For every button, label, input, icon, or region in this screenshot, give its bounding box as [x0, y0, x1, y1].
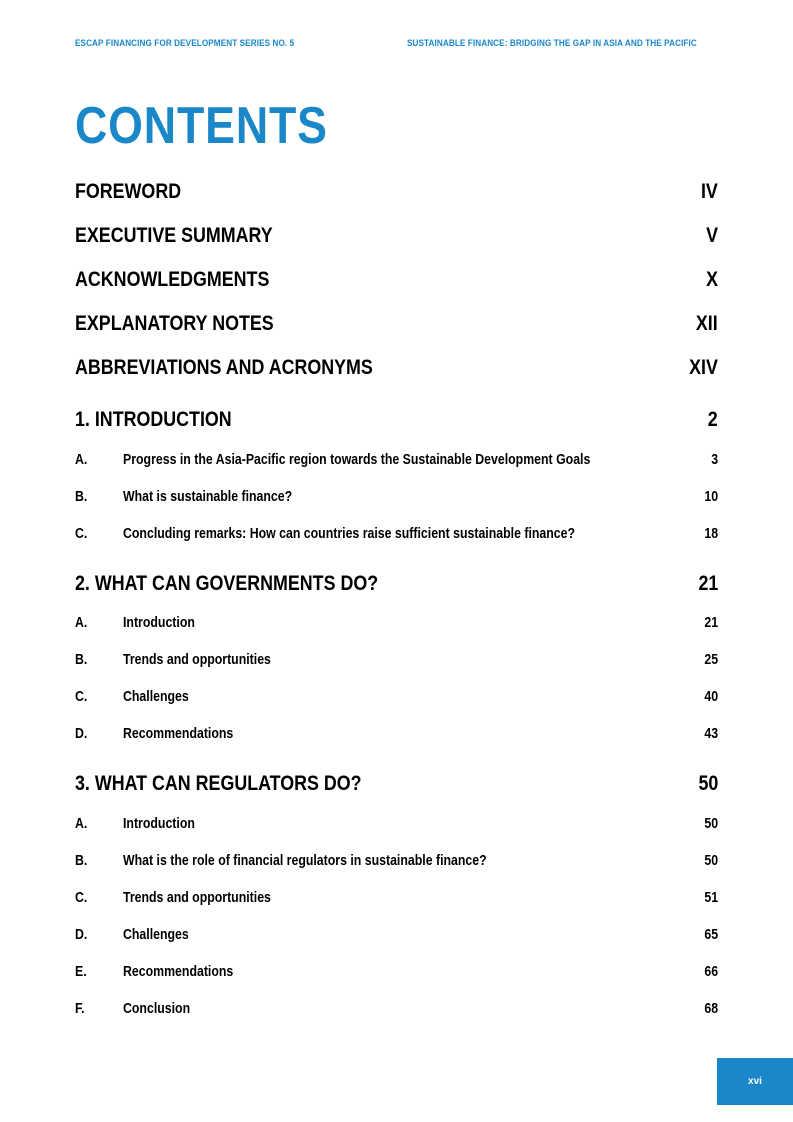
toc-section-page: 21 [704, 615, 718, 631]
toc-section[interactable] [75, 890, 718, 908]
toc-section-label: Trends and opportunities [123, 652, 271, 668]
toc-section-page: 40 [704, 689, 718, 705]
toc-section-label: What is the role of financial regulators in sustainable finance? [123, 853, 487, 869]
toc-chapter-label: 3. WHAT CAN REGULATORS DO? [75, 772, 362, 795]
toc-section-label: Recommendations [123, 726, 234, 742]
toc-section[interactable] [75, 526, 718, 544]
toc-section-letter: A. [75, 452, 88, 468]
toc-section-letter: B. [75, 489, 88, 505]
toc-entry-explanatory-notes[interactable] [75, 312, 718, 338]
running-header-title: SUSTAINABLE FINANCE: BRIDGING THE GAP IN ASIA AND THE PACIFIC [407, 38, 697, 49]
toc-section-letter: C. [75, 689, 88, 705]
toc-section[interactable] [75, 652, 718, 670]
toc-section-letter: E. [75, 964, 87, 980]
toc-section[interactable] [75, 816, 718, 834]
toc-section-letter: F. [75, 1001, 85, 1017]
toc-entry-page: XIV [689, 356, 718, 379]
toc-entry-foreword[interactable] [75, 180, 718, 206]
toc-chapter-3[interactable] [75, 772, 718, 798]
toc-section[interactable] [75, 726, 718, 744]
toc-section-page: 50 [704, 816, 718, 832]
toc-section-letter: B. [75, 853, 88, 869]
toc-section-label: Introduction [123, 816, 195, 832]
toc-section-label: What is sustainable finance? [123, 489, 293, 505]
toc-section-label: Concluding remarks: How can countries raise sufficient sustainable finance? [123, 526, 576, 542]
toc-entry-label: EXPLANATORY NOTES [75, 312, 274, 335]
toc-section-page: 68 [704, 1001, 718, 1017]
toc-section-letter: C. [75, 890, 88, 906]
toc-section[interactable] [75, 689, 718, 707]
toc-section-page: 50 [704, 853, 718, 869]
toc-section-letter: C. [75, 526, 88, 542]
page-title: CONTENTS [75, 97, 328, 155]
toc-section-page: 3 [711, 452, 718, 468]
running-header-series: ESCAP FINANCING FOR DEVELOPMENT SERIES NO. 5 [75, 38, 295, 49]
toc-entry-label: FOREWORD [75, 180, 182, 203]
toc-section-letter: A. [75, 816, 88, 832]
toc-entry-page: X [706, 268, 718, 291]
toc-section[interactable] [75, 927, 718, 945]
toc-section-page: 43 [704, 726, 718, 742]
toc-entry-executive-summary[interactable] [75, 224, 718, 250]
toc-section-page: 51 [704, 890, 718, 906]
page-number: xvi [748, 1076, 762, 1087]
toc-entry-abbreviations[interactable] [75, 356, 718, 382]
toc-chapter-page: 21 [698, 572, 718, 595]
toc-section-label: Progress in the Asia-Pacific region towards the Sustainable Development Goals [123, 452, 591, 468]
toc-section-letter: D. [75, 726, 88, 742]
toc-entry-acknowledgments[interactable] [75, 268, 718, 294]
toc-chapter-page: 2 [708, 408, 718, 431]
toc-section-label: Recommendations [123, 964, 234, 980]
toc-entry-label: EXECUTIVE SUMMARY [75, 224, 273, 247]
page-number-tab [717, 1058, 793, 1105]
toc-entry-label: ABBREVIATIONS AND ACRONYMS [75, 356, 373, 379]
toc-chapter-label: 2. WHAT CAN GOVERNMENTS DO? [75, 572, 379, 595]
toc-section-page: 65 [704, 927, 718, 943]
toc-section-label: Challenges [123, 927, 189, 943]
toc-chapter-2[interactable] [75, 572, 718, 598]
toc-section-label: Conclusion [123, 1001, 191, 1017]
toc-section-letter: D. [75, 927, 88, 943]
toc-section[interactable] [75, 853, 718, 871]
toc-entry-page: IV [701, 180, 718, 203]
toc-section[interactable] [75, 964, 718, 982]
toc-section-label: Challenges [123, 689, 189, 705]
toc-section-page: 25 [704, 652, 718, 668]
toc-section-letter: B. [75, 652, 88, 668]
toc-chapter-page: 50 [698, 772, 718, 795]
toc-section-label: Trends and opportunities [123, 890, 271, 906]
toc-section[interactable] [75, 615, 718, 633]
toc-section-page: 10 [704, 489, 718, 505]
toc-section[interactable] [75, 1001, 718, 1019]
toc-entry-page: XII [696, 312, 718, 335]
toc-entry-label: ACKNOWLEDGMENTS [75, 268, 270, 291]
toc-section-letter: A. [75, 615, 88, 631]
toc-section-page: 18 [704, 526, 718, 542]
toc-chapter-1[interactable] [75, 408, 718, 434]
toc-section[interactable] [75, 489, 718, 507]
toc-chapter-label: 1. INTRODUCTION [75, 408, 232, 431]
toc-section-page: 66 [704, 964, 718, 980]
toc-section[interactable] [75, 452, 718, 470]
toc-entry-page: V [706, 224, 718, 247]
toc-section-label: Introduction [123, 615, 195, 631]
